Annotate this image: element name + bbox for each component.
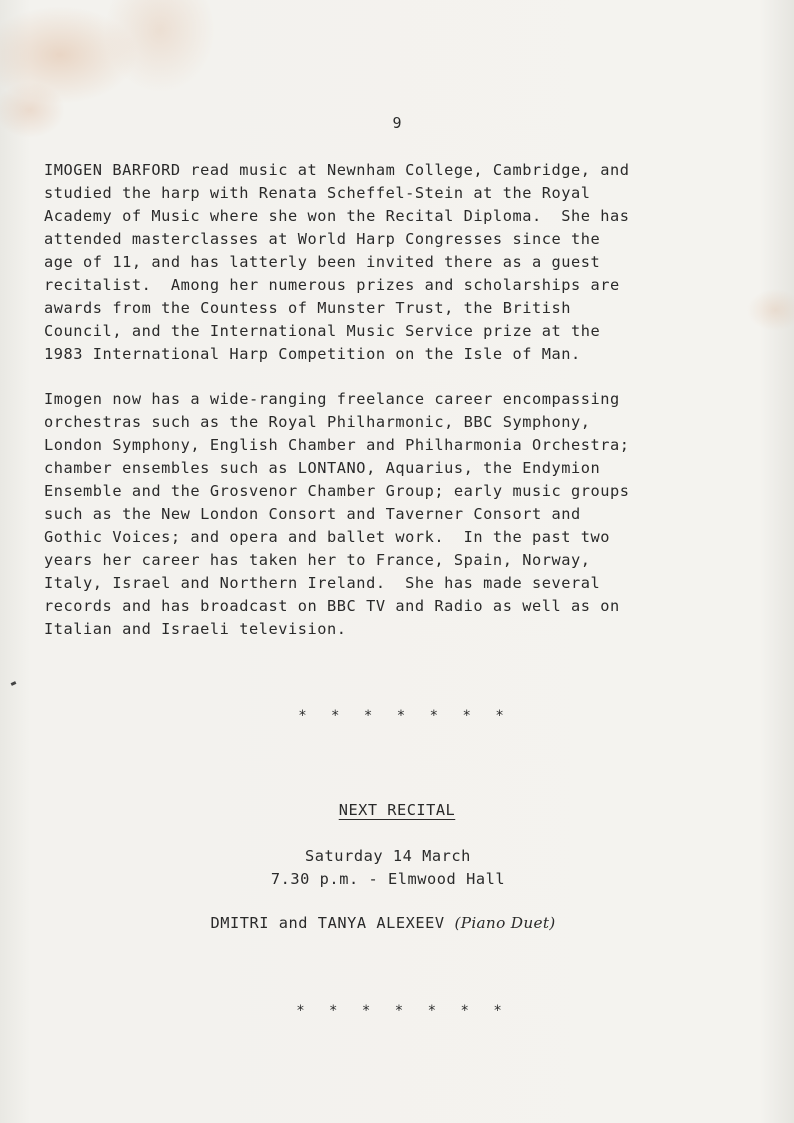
performers-note: (Piano Duet) [454, 914, 556, 932]
text-line: recitalist. Among her numerous prizes and scholarships are [44, 276, 620, 294]
text-line: 1983 International Harp Competition on the Isle of Man. [44, 345, 581, 363]
text-line: chamber ensembles such as LONTANO, Aquarius, the Endymion [44, 459, 601, 477]
text-line: IMOGEN BARFORD read music at Newnham College, Cambridge, and [44, 161, 630, 179]
next-recital-performers [0, 914, 766, 932]
next-recital-heading: NEXT RECITAL [338, 801, 456, 819]
text-line: years her career has taken her to France, Spain, Norway, [44, 551, 591, 569]
star-separator: * * * * * * * [298, 708, 512, 724]
star-separator: * * * * * * * [296, 1003, 510, 1019]
margin-mark [11, 681, 17, 686]
text-line: studied the harp with Renata Scheffel-Stein at the Royal [44, 184, 591, 202]
text-line: Gothic Voices; and opera and ballet work. In the past two [44, 528, 611, 546]
text-line: age of 11, and has latterly been invited there as a guest [44, 253, 601, 271]
text-line: London Symphony, English Chamber and Philharmonia Orchestra; [44, 436, 630, 454]
text-line: Council, and the International Music Service prize at the [44, 322, 601, 340]
text-line: such as the New London Consort and Taverner Consort and [44, 505, 581, 523]
text-line: attended masterclasses at World Harp Congresses since the [44, 230, 601, 248]
next-recital-date: Saturday 14 March [305, 847, 471, 865]
biography-paragraph-1 [44, 159, 744, 366]
page-number: 9 [392, 114, 402, 132]
performers-names: DMITRI and TANYA ALEXEEV [210, 914, 445, 932]
text-line: Ensemble and the Grosvenor Chamber Group; early music groups [44, 482, 630, 500]
text-line: Academy of Music where she won the Recital Diploma. She has [44, 207, 630, 225]
biography-paragraph-2 [44, 388, 744, 641]
text-line: Imogen now has a wide-ranging freelance career encompassing [44, 390, 620, 408]
text-line: Italy, Israel and Northern Ireland. She has made several [44, 574, 601, 592]
next-recital-time-venue: 7.30 p.m. - Elmwood Hall [270, 870, 506, 888]
text-line: records and has broadcast on BBC TV and Radio as well as on [44, 597, 620, 615]
text-line: Italian and Israeli television. [44, 620, 347, 638]
text-line: orchestras such as the Royal Philharmonic, BBC Symphony, [44, 413, 591, 431]
text-line: awards from the Countess of Munster Trust, the British [44, 299, 572, 317]
